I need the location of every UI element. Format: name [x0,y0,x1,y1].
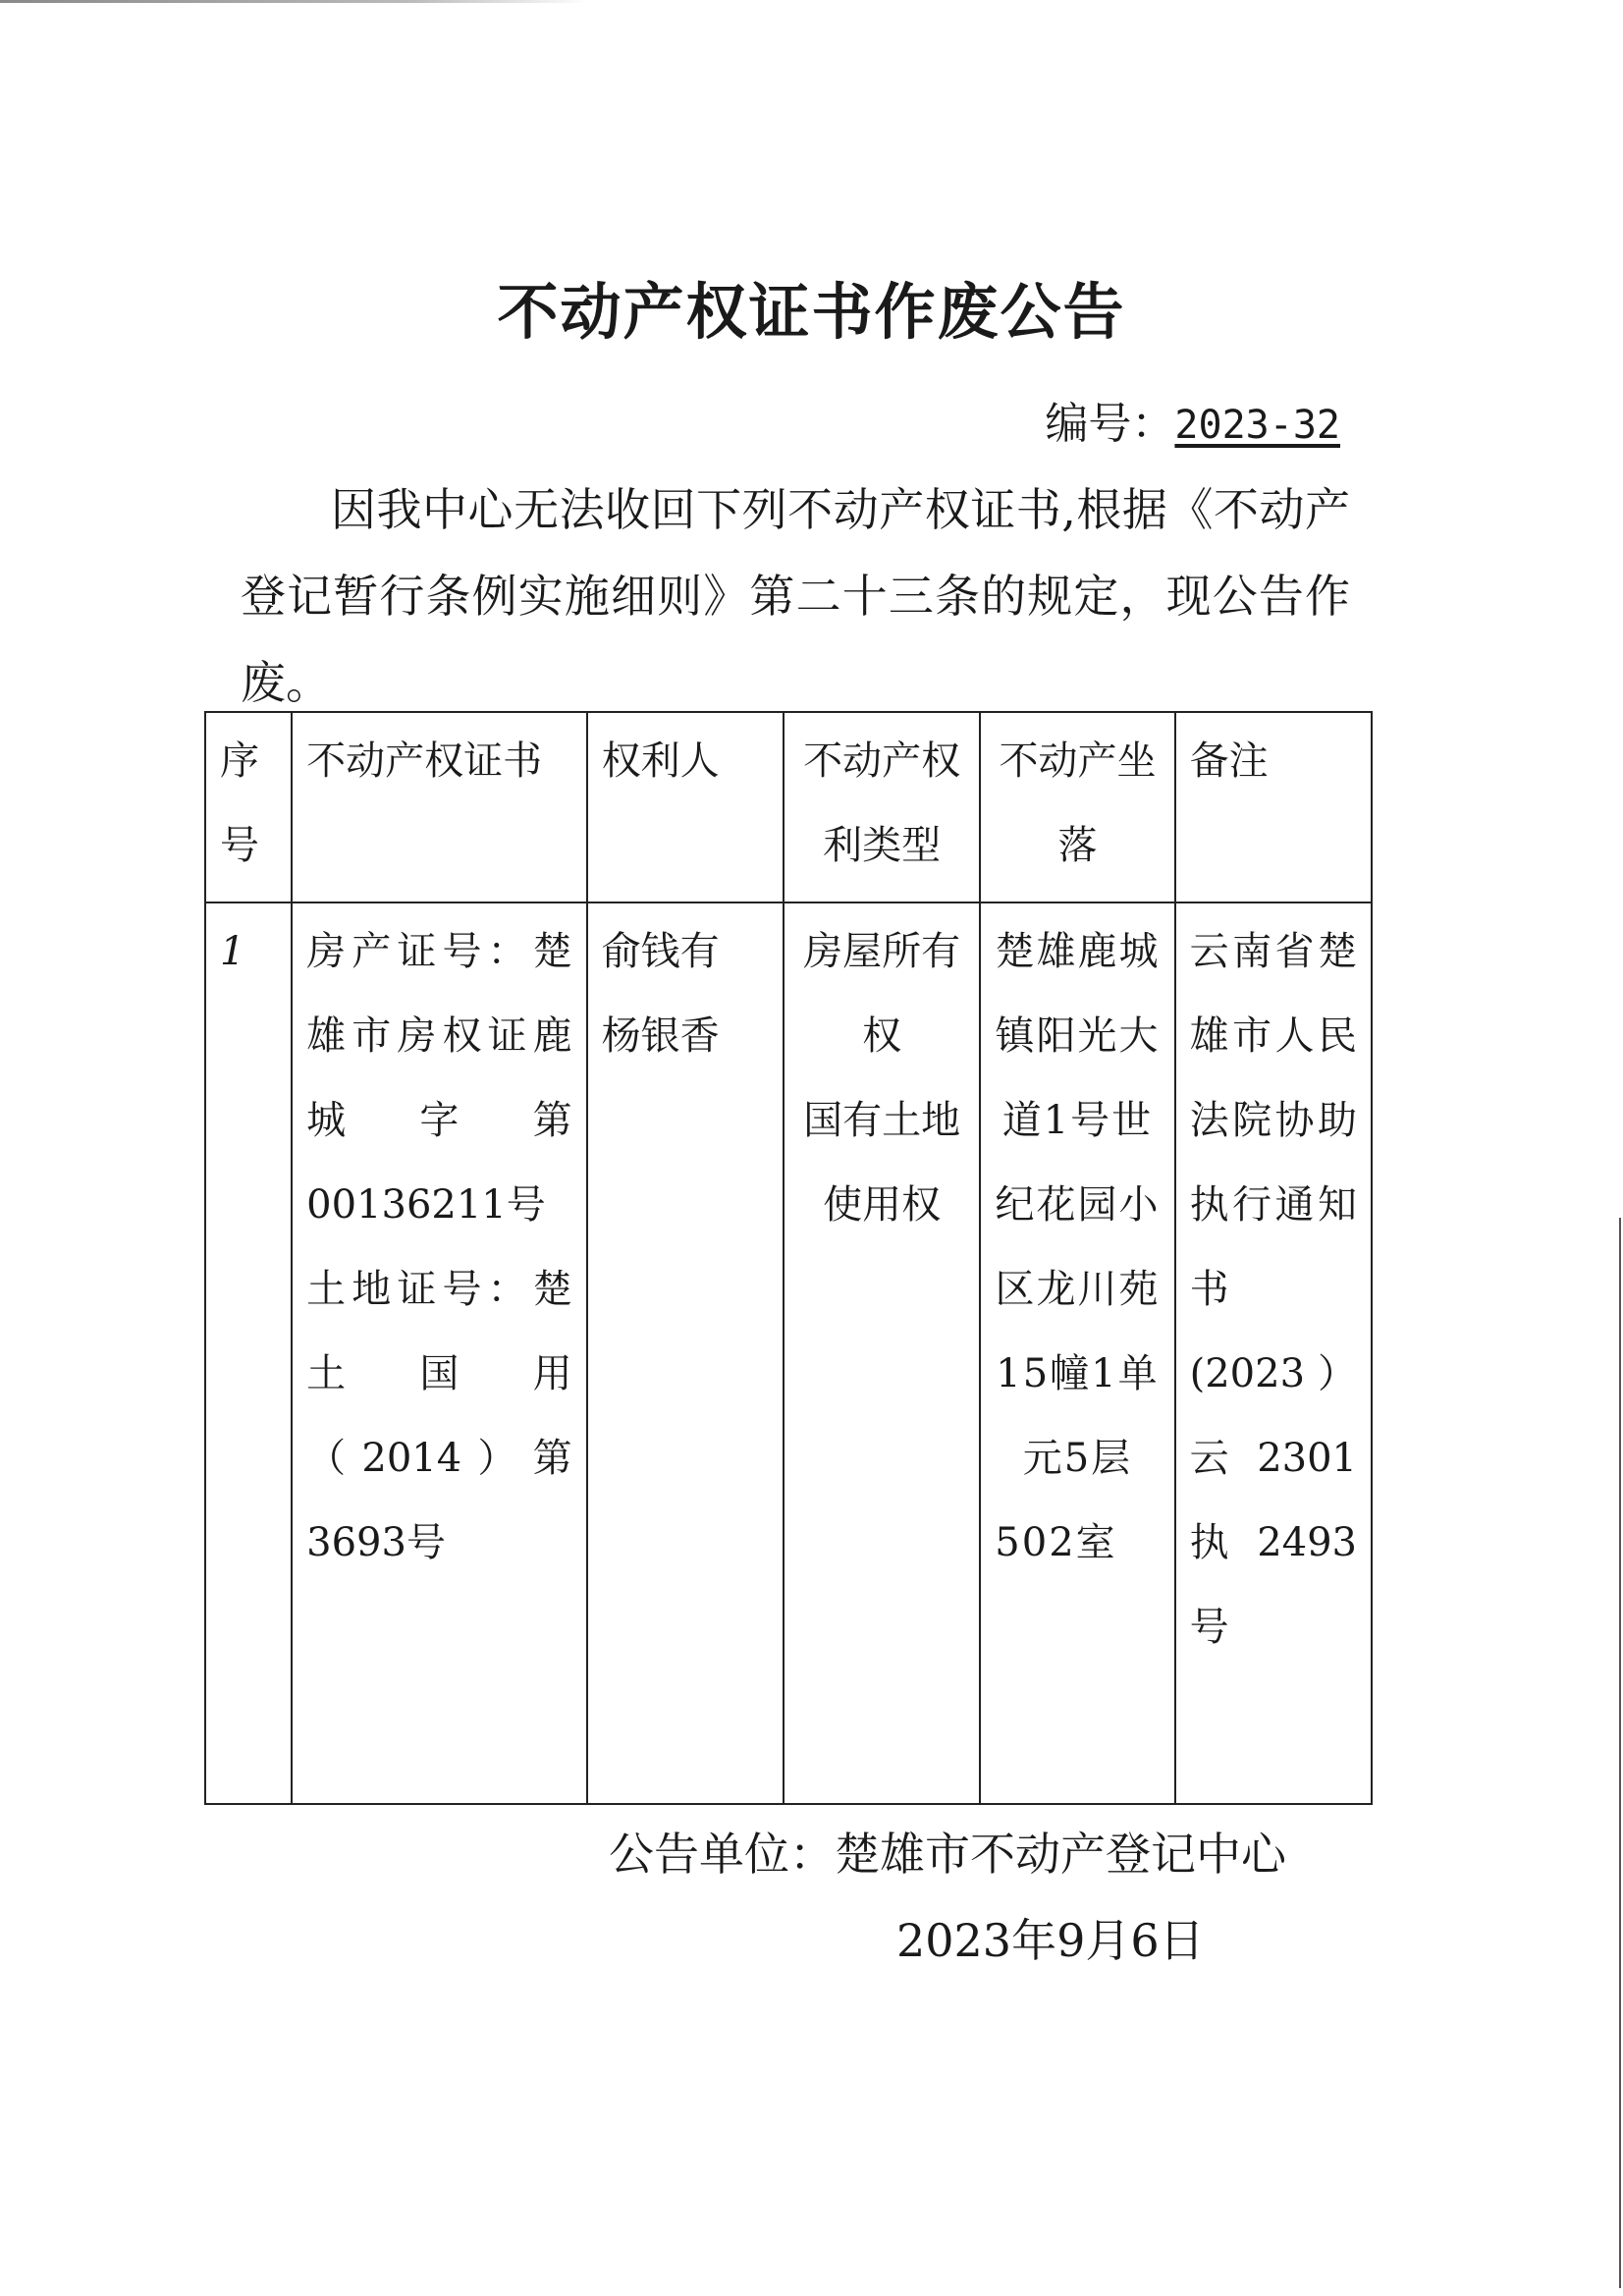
scan-edge-right [1619,1218,1621,2288]
header-certificate: 不动产权证书 [292,712,587,902]
document-number-label: 编号： [1045,399,1175,449]
issuing-unit: 公告单位：楚雄市不动产登记中心 [609,1828,1286,1881]
header-right-type: 不动产权利类型 [784,712,980,902]
document-number [1045,388,1340,451]
voided-certificates-table [204,711,1373,1805]
document-number-value: 2023-32 [1174,403,1340,448]
cell-holder-1: 俞钱有 [601,929,720,974]
cell-house-cert: 房产证号：楚雄市房权证鹿城字第00136211号 [306,929,572,1228]
cell-land-cert: 土地证号：楚土国用（2014）第3693号 [306,1267,572,1565]
table-row [205,902,1372,1804]
header-holder: 权利人 [587,712,784,902]
scan-edge-top [0,0,589,3]
header-seq: 序号 [205,712,292,902]
notice-title: 不动产权证书作废公告 [497,276,1126,348]
header-remark: 备注 [1175,712,1372,902]
issue-date: 2023年9月6日 [896,1914,1205,1967]
cell-right-type-1: 房屋所有权 [803,929,961,1059]
cell-location: 楚雄鹿城镇阳光大道1号世纪花园小区龙川苑15幢1单元5层502室 [980,902,1174,1804]
cell-certificate [292,902,587,1804]
cell-seq: 1 [205,902,292,1804]
header-location: 不动产坐 落 [980,712,1174,902]
cell-right-type [784,902,980,1804]
cell-remark: 云南省楚雄市人民法院协助执行通知书(2023）云2301执2493号 [1175,902,1372,1804]
table-header-row [205,712,1372,902]
cell-holder [587,902,784,1804]
notice-body: 因我中心无法收回下列不动产权证书,根据《不动产登记暂行条例实施细则》第二十三条的规定，现公告作废。 [241,483,1350,709]
cell-holder-2: 杨银香 [601,1013,720,1059]
cell-right-type-2: 国有土地使用权 [803,1098,961,1228]
